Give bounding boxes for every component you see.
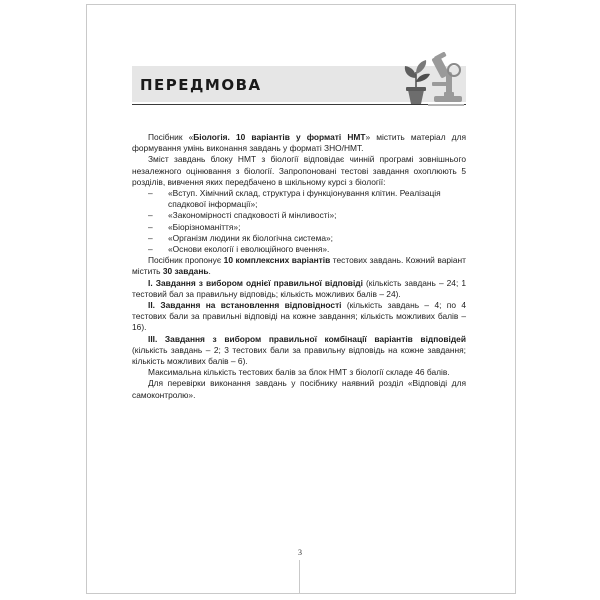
paragraph-task-type-1 xyxy=(132,278,466,300)
text-run: Посібник пропонує xyxy=(148,255,224,266)
microscope-plant-icon xyxy=(400,52,466,108)
paragraph-task-type-3 xyxy=(132,334,466,368)
paragraph-answers-section: Для перевірки виконання завдань у посібнику наявний розділ «Відповіді для самоконтролю». xyxy=(132,378,466,400)
list-item-text: «Вступ. Хімічний склад, структура і функціонування клітин. Реалізація спадкової інформації»; xyxy=(168,188,441,210)
list-item xyxy=(132,210,466,221)
paragraph-intro xyxy=(132,132,466,154)
sections-list xyxy=(132,188,466,255)
task-type-3-details: (кількість завдань – 2; 3 тестових бали за правильну відповідь на кожне завдання; кількість можливих балів – 6). xyxy=(132,344,466,367)
list-item-text: «Біорізноманіття»; xyxy=(168,221,241,232)
list-item xyxy=(132,244,466,255)
page-title: ПЕРЕДМОВА xyxy=(140,76,262,94)
dash-marker: – xyxy=(148,221,153,232)
paragraph-content-scope: Зміст завдань блоку НМТ з біології відповідає чинній програмі зовнішнього незалежного оцінювання з біології. Запропоновані тестові завдання охоплюють 5 розділів, вивчення яких передбачено в шкільному курсі з біології: xyxy=(132,154,466,187)
dash-marker: – xyxy=(148,244,153,255)
list-item xyxy=(132,222,466,233)
preface-content xyxy=(132,132,466,401)
list-item-text: «Основи екології і еволюційного вчення». xyxy=(168,244,330,255)
page-number: 3 xyxy=(298,548,302,557)
list-item xyxy=(132,188,466,210)
task-type-3-title: III. Завдання з вибором правильної комбінації варіантів відповідей xyxy=(148,333,466,344)
task-type-1-title: I. Завдання з вибором однієї правильної відповіді xyxy=(148,277,363,288)
task-type-2-details: (кількість завдань – 4; по 4 тестових бали за правильні відповіді на кожне завдання; кількість можливих балів – 16). xyxy=(132,300,466,333)
text-run: Посібник « xyxy=(148,132,194,142)
list-item xyxy=(132,233,466,244)
paragraph-task-type-2 xyxy=(132,300,466,334)
tasks-count-bold: 30 завдань xyxy=(162,266,209,277)
footer-divider xyxy=(299,560,300,594)
dash-marker: – xyxy=(148,188,153,199)
book-title-bold: Біологія. 10 варіантів у форматі НМТ xyxy=(193,132,366,142)
task-type-1-details: (кількість завдань – 24; 1 тестовий бал за правильну відповідь; кількість можливих балів – 24). xyxy=(132,277,466,299)
text-run: тестових завдань. Кожний варіант містить xyxy=(132,255,466,277)
paragraph-max-score: Максимальна кількість тестових балів за блок НМТ з біології складе 46 балів. xyxy=(148,367,450,378)
list-item-text: «Організм людини як біологічна система»; xyxy=(168,232,333,243)
paragraph-variants xyxy=(132,255,466,277)
dash-marker: – xyxy=(148,232,153,243)
task-type-2-title: II. Завдання на встановлення відповідності xyxy=(148,300,342,311)
text-run: . xyxy=(208,266,211,277)
list-item-text: «Закономірності спадковості й мінливості»; xyxy=(168,210,337,221)
text-run: » містить матеріал для формування умінь виконання завдань у форматі ЗНО/НМТ. xyxy=(132,132,466,154)
variants-count-bold: 10 комплексних варіантів xyxy=(223,255,331,266)
dash-marker: – xyxy=(148,210,153,221)
